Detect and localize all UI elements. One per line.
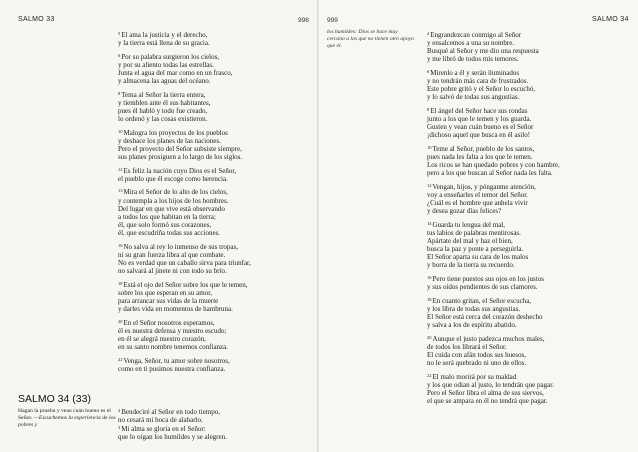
right-page bbox=[319, 0, 638, 452]
verse: $^{12}$Vengan, hijos, y pónganme atención, voy a enseñarles el temor del Señor. ¿Cuál es el hombre que anhela vivir y desea gozar días felices? bbox=[427, 182, 536, 216]
verse: $^{18}$Está el ojo del Señor sobre los que le temen, sobre los que esperan en su amor, para arrancar sus vidas de la muerte y darles vida en momentos de hambruna. bbox=[118, 280, 248, 313]
verse: $^{22}$El malo morirá por su maldad y los que odian al justo, lo tendrán que pagar. Pero el Señor libra el alma de sus siervos, el que se ampara en él no tendrá que pagar. bbox=[427, 372, 554, 405]
verse: $^2$Bendeciré al Señor en todo tiempo, no cesará mi boca de alabarlo. $^3$Mi alma se gloria en el Señor: que lo oigan los humildes y se alegren. bbox=[118, 408, 227, 442]
running-header: SALMO 34 bbox=[592, 16, 629, 23]
verse: $^5$El ama la justicia y el derecho, y la tierra está llena de su gracia. bbox=[118, 31, 210, 48]
verse: $^{20}$En el Señor nosotros esperamos, él es nuestra defensa y nuestro escudo; en él se alegrá nuestro corazón, en su santo nombre tenemos confianza. bbox=[118, 318, 229, 351]
verse-column bbox=[118, 30, 314, 377]
verse: $^{16}$Pero tiene puestos sus ojos en los justos y sus oídos pendientes de sus clamores. bbox=[427, 275, 544, 292]
psalm-intro: Hagan la prueba y vean cuán bueno es el Señor. —Escuchemos la experiencia de los pobres y bbox=[18, 408, 116, 429]
verse: $^8$El ángel del Señor hace sus rondas junto a los que le temen y los guarda. Gusten y vean cuán bueno es el Señor ¡dichoso aquel que busca en él asilo! bbox=[427, 106, 534, 140]
verse: $^6$Por su palabra surgieron los cielos, y por su aliento todas las estrellas. Junta el agua del mar como en un frasco, y almacena las aguas del océano. bbox=[118, 52, 233, 86]
verse: $^{13}$Mira el Señor de lo alto de los cielos, y contempla a los hijos de los hombres. Del lugar en que vive está observando a todos los que habitan en la tierra; él, que solo formó sus corazones, él, que escudriña todas sus acciones. bbox=[118, 188, 229, 237]
verse: $^{12}$Es feliz la nación cuyo Dios es el Señor, el pueblo que él escoge como herencia. bbox=[118, 166, 237, 183]
verse: $^8$Tema al Señor la tierra entera, y tiemblen ante él sus habitantes, pues él habló y todo fue creado, lo ordenó y las cosas existieron. bbox=[118, 90, 211, 124]
margin-note: los humildes: Dios se hace muy cercano a los que no tienen otro apoyo que él. bbox=[327, 29, 415, 49]
psalm-34-verses bbox=[118, 407, 314, 446]
verse-column bbox=[427, 30, 633, 410]
verse: $^{22}$Venga, Señor, tu amor sobre nosotros, como en ti pusimos nuestra confianza. bbox=[118, 356, 230, 373]
verse: $^4$Engrandezcan conmigo al Señor y ensalcemos a una su nombre. Busqué al Señor y me dio una respuesta y me libró de todos mis temores. bbox=[427, 31, 539, 64]
verse: $^{14}$Guarda tu lengua del mal, tus labios de palabras mentirosas. Apártate del mal y haz el bien, busca la paz y ponte a perseguirla. El Señor aparta su cara de los malos y borra de la tierra su recuerdo. bbox=[427, 220, 529, 270]
verse: $^{18}$En cuanto gritan, el Señor escucha, y los libra de todas sus angustias. El Señor está cerca del corazón deshecho y salva a los de espíritu abatido. bbox=[427, 296, 543, 330]
verse: $^{10}$Teme al Señor, pueblo de los santos, pues nada les falta a los que le temen. Los ricos se han quedado pobres y con hambre, pero a los que buscan al Señor nada les falta. bbox=[427, 144, 560, 178]
verse: $^6$Mírenlo a él y serán iluminados y no tendrán más cara de frustrados. Este pobre gritó y el Señor lo escuchó, y lo salvó de todas sus angustias. bbox=[427, 68, 536, 102]
verse: $^{20}$Aunque el justo padezca muchos males, de todos los librará el Señor. El cuida con afán todos sus huesos, no le será quebrado ni uno de ellos. bbox=[427, 334, 545, 368]
psalm-title: SALMO 34 (33) bbox=[18, 393, 91, 405]
verse: $^{10}$Malogra los proyectos de los pueblos y deshace los planes de las naciones. Pero el proyecto del Señor subsiste siempre, sus planes prosiguen a lo largo de los siglos. bbox=[118, 128, 243, 161]
running-header: SALMO 33 bbox=[18, 16, 55, 23]
page-number: 998 bbox=[298, 17, 309, 24]
verse: $^{16}$No salva al rey lo inmenso de sus tropas, ni su gran fuerza libra al que combate. No es verdad que un caballo sirva para triunfar, no salvará al jinete ni con todo su brío. bbox=[118, 242, 251, 275]
page-number: 999 bbox=[327, 17, 338, 24]
